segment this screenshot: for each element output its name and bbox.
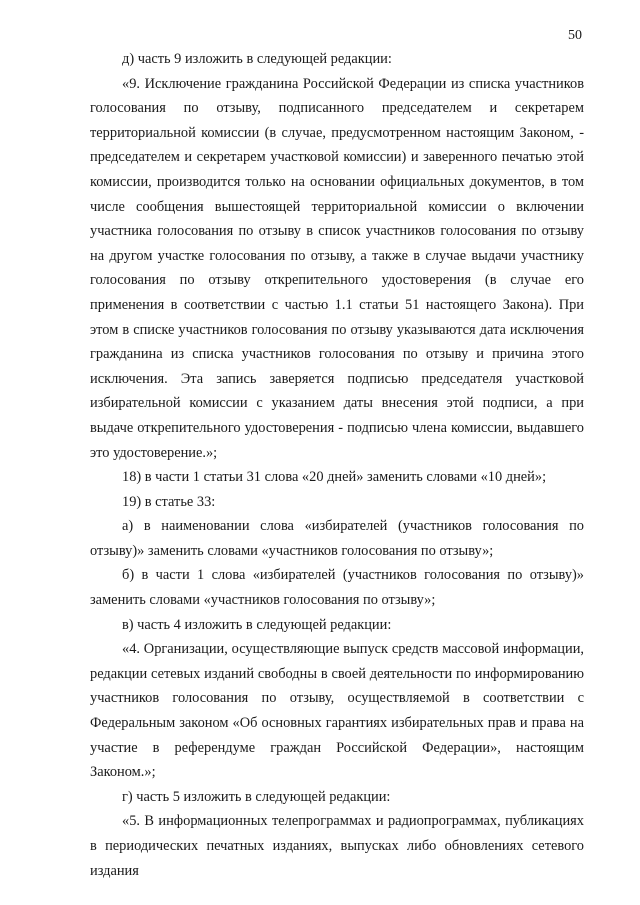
paragraph-item-19: 19) в статье 33: [122, 493, 216, 510]
paragraph-part-9-text: «9. Исключение гражданина Российской Федерации из списка участников голосования по отзыву, подписанного председателем и секретарем территориальной комиссии (в случае, предусмотренном настоящим Законом, - председателем и секретарем участковой комиссии) и заверенного печатью этой комиссии, производится только на основании официальных документов, в том числе сообщения вышестоящей территориальной комиссии о включении участника голосования по отзыву в список участников голосования по отзыву на другом участке голосования по отзыву, а также в случае выдачи участнику голосования по отзыву открепительного удостоверения (в случае его применения в соответствии с частью 1.1 статьи 51 настоящего Закона). При этом в списке участников голосования по отзыву указываются дата исключения гражданина из списка участников голосования по отзыву и причина этого исключения. Эта запись заверяется подписью председателя участковой избирательной комиссии с указанием даты внесения этой подписи, а при выдаче открепительного удостоверения - подписью члена комиссии, выдавшего это удостоверение.»; [90, 75, 584, 461]
page-number: 50 [568, 28, 582, 43]
paragraph-item-v-heading: в) часть 4 изложить в следующей редакции: [122, 616, 392, 633]
paragraph-part-4-text: «4. Организации, осуществляющие выпуск средств массовой информации, редакции сетевых изданий свободны в своей деятельности по информированию участников голосования по отзыву, осуществляемой в соответствии с Федеральным законом «Об основных гарантиях избирательных прав и права на участие в референдуме граждан Российской Федерации», настоящим Законом.»; [90, 641, 584, 781]
paragraph-item-18: 18) в части 1 статьи 31 слова «20 дней» заменить словами «10 дней»; [122, 469, 547, 486]
paragraph-item-d-heading: д) часть 9 изложить в следующей редакции: [122, 51, 392, 67]
paragraph-item-g-heading: г) часть 5 изложить в следующей редакции: [122, 788, 391, 805]
paragraph-part-5-text: «5. В информационных телепрограммах и радиопрограммах, публикациях в периодических печатных изданиях, выпусках либо обновлениях сетевого издания [90, 813, 584, 879]
paragraph-item-b: б) в части 1 слова «избирателей (участников голосования по отзыву)» заменить словами «участников голосования по отзыву»; [90, 567, 584, 609]
paragraph-item-a: а) в наименовании слова «избирателей (участников голосования по отзыву)» заменить словами «участников голосования по отзыву»; [90, 518, 584, 559]
document-body [90, 47, 584, 883]
